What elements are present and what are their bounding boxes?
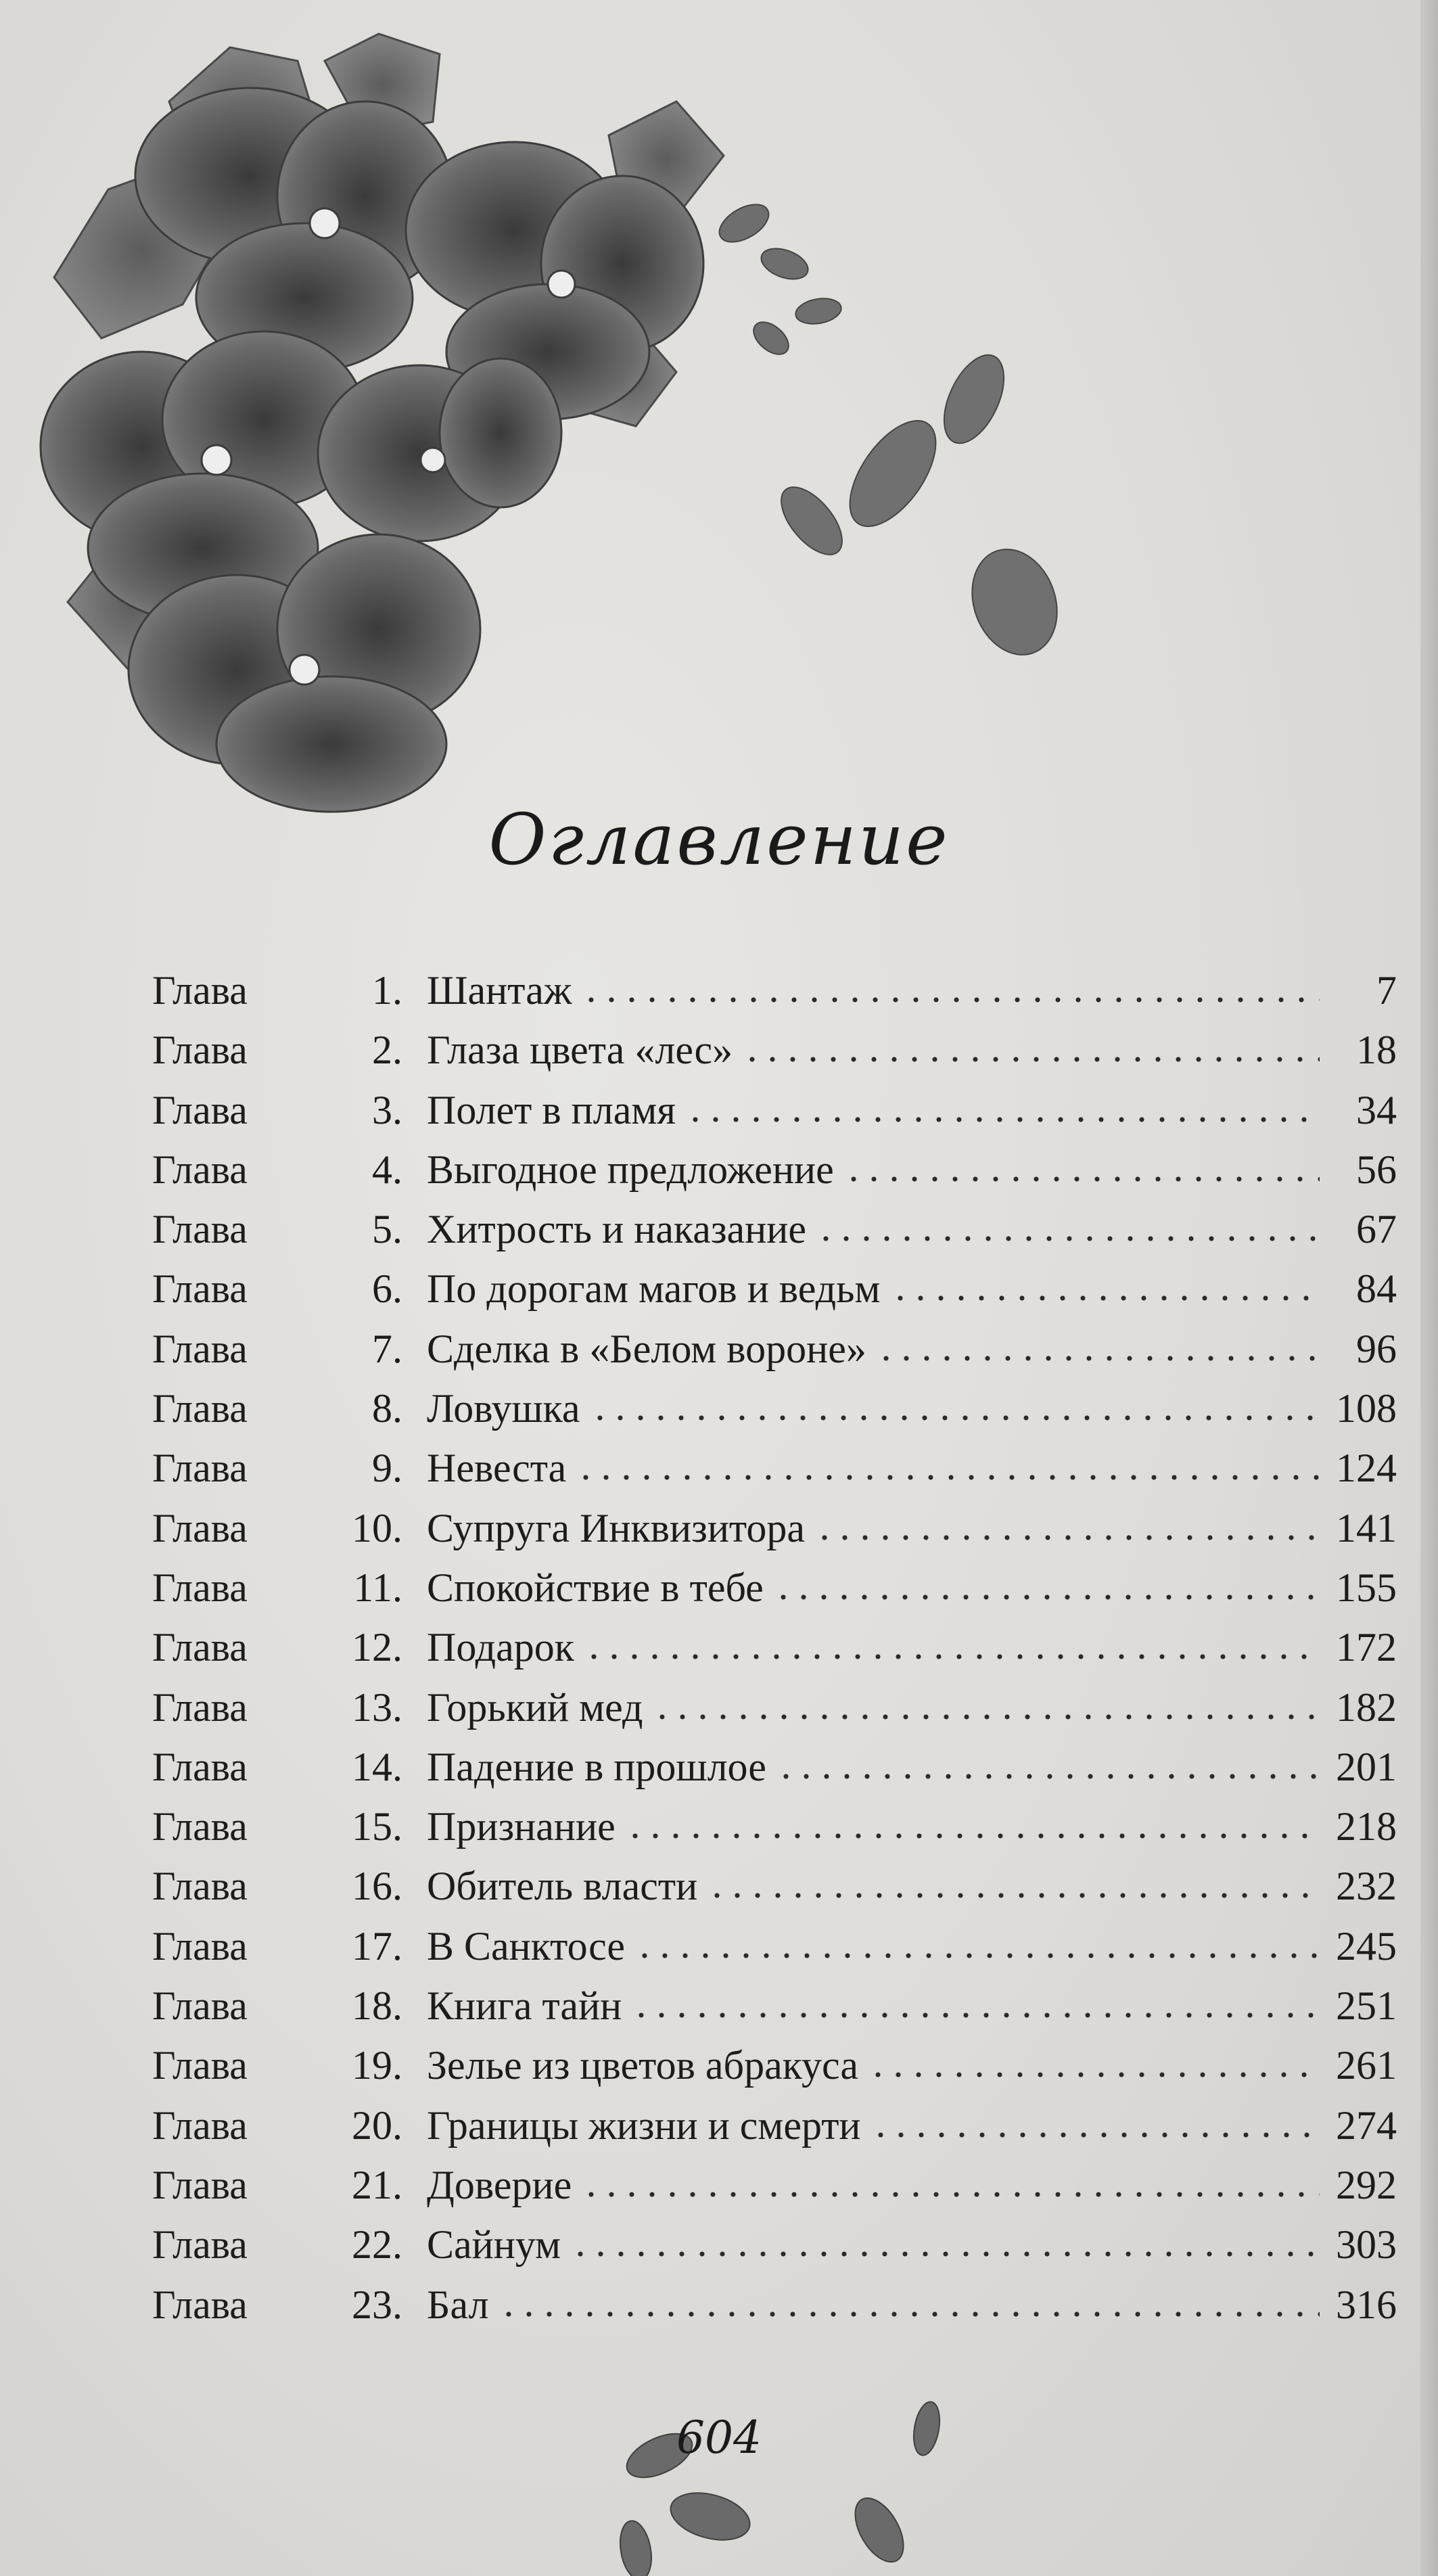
dot-leader [868, 2065, 1320, 2079]
toc-entry [152, 1020, 1397, 1080]
chapter-number: 19. [352, 2043, 402, 2088]
chapter-title: Книга тайн [427, 1983, 622, 2029]
chapter-label: Глава [152, 1684, 248, 1730]
chapter-page-number: 292 [1336, 2162, 1397, 2207]
chapter-number: 21. [352, 2162, 402, 2207]
chapter-page-number: 67 [1356, 1207, 1397, 1252]
toc-entry [152, 1140, 1397, 1199]
dot-leader [776, 1767, 1320, 1780]
chapter-label: Глава [152, 1804, 248, 1849]
chapter-page-number: 84 [1356, 1266, 1397, 1312]
toc-entry [152, 1617, 1397, 1677]
dot-leader [816, 1229, 1320, 1243]
chapter-page-number: 261 [1336, 2043, 1397, 2088]
toc-entry [152, 2036, 1397, 2095]
chapter-page-number: 201 [1336, 1744, 1397, 1789]
dot-leader [498, 2305, 1320, 2318]
dot-leader [890, 1289, 1320, 1302]
chapter-title: Шантаж [427, 968, 572, 1013]
chapter-label: Глава [152, 968, 248, 1013]
chapter-page-number: 108 [1336, 1386, 1397, 1431]
chapter-label: Глава [152, 2043, 248, 2088]
chapter-number: 22. [352, 2222, 402, 2268]
falling-petals [770, 346, 1071, 666]
dot-leader [843, 1170, 1320, 1183]
chapter-title: Падение в прошлое [427, 1744, 766, 1789]
chapter-number: 14. [352, 1744, 402, 1789]
chapter-page-number: 34 [1356, 1087, 1397, 1132]
chapter-title: Обитель власти [427, 1864, 698, 1909]
chapter-label: Глава [152, 1028, 248, 1073]
toc-entry [152, 2275, 1397, 2334]
chapter-page-number: 274 [1336, 2102, 1397, 2148]
chapter-title: Ловушка [427, 1386, 580, 1431]
chapter-number: 3. [372, 1087, 402, 1132]
dot-leader [773, 1588, 1320, 1601]
chapter-title: Подарок [427, 1625, 574, 1670]
toc-entry [152, 1080, 1397, 1140]
chapter-title: По дорогам магов и ведьм [427, 1266, 881, 1312]
chapter-page-number: 18 [1356, 1028, 1397, 1073]
chapter-number: 18. [352, 1983, 402, 2029]
dot-leader [576, 1468, 1320, 1481]
chapter-label: Глава [152, 1326, 248, 1371]
chapter-number: 17. [352, 1923, 402, 1969]
chapter-page-number: 245 [1336, 1923, 1397, 1969]
pansy-flower [318, 359, 561, 541]
chapter-number: 7. [372, 1326, 402, 1371]
chapter-label: Глава [152, 1625, 248, 1670]
pansy-flowers-illustration [27, 20, 1096, 832]
dot-leader [584, 1647, 1320, 1661]
chapter-number: 8. [372, 1386, 402, 1431]
chapter-number: 13. [352, 1684, 402, 1730]
chapter-title: Сделка в «Белом вороне» [427, 1326, 866, 1371]
chapter-page-number: 172 [1336, 1625, 1397, 1670]
toc-entry [152, 1199, 1397, 1259]
toc-heading: Оглавление [488, 798, 950, 881]
chapter-page-number: 56 [1356, 1147, 1397, 1192]
chapter-label: Глава [152, 2222, 248, 2268]
chapter-title: Горький мед [427, 1684, 643, 1730]
chapter-label: Глава [152, 1087, 248, 1132]
chapter-label: Глава [152, 1446, 248, 1491]
chapter-page-number: 182 [1336, 1684, 1397, 1730]
toc-entry [152, 961, 1397, 1020]
chapter-page-number: 124 [1336, 1446, 1397, 1491]
dot-leader [707, 1886, 1320, 1900]
chapter-number: 2. [372, 1028, 402, 1073]
dot-leader [634, 1946, 1320, 1960]
toc-entry [152, 1737, 1397, 1797]
chapter-label: Глава [152, 1864, 248, 1909]
chapter-title: Хитрость и наказание [427, 1207, 807, 1252]
chapter-page-number: 316 [1336, 2282, 1397, 2327]
chapter-page-number: 7 [1376, 968, 1397, 1013]
toc-entry [152, 2215, 1397, 2274]
toc-entry [152, 1797, 1397, 1856]
chapter-number: 16. [352, 1864, 402, 1909]
toc-entry [152, 2155, 1397, 2215]
dot-leader [625, 1826, 1320, 1840]
chapter-page-number: 141 [1336, 1505, 1397, 1550]
chapter-number: 15. [352, 1804, 402, 1849]
toc-entry [152, 1678, 1397, 1737]
table-of-contents [152, 961, 1397, 2334]
falling-petals-illustration [595, 2381, 974, 2576]
chapter-label: Глава [152, 1505, 248, 1550]
chapter-title: Глаза цвета «лес» [427, 1028, 733, 1073]
toc-entry [152, 1259, 1397, 1318]
chapter-label: Глава [152, 1923, 248, 1969]
chapter-page-number: 303 [1336, 2222, 1397, 2268]
dot-leader [871, 2125, 1320, 2139]
chapter-label: Глава [152, 1386, 248, 1431]
toc-entry [152, 1558, 1397, 1617]
chapter-title: Бал [427, 2282, 489, 2327]
dot-leader [814, 1528, 1320, 1542]
chapter-page-number: 251 [1336, 1983, 1397, 2029]
chapter-number: 4. [372, 1147, 402, 1192]
chapter-title: Зелье из цветов абракуса [427, 2043, 858, 2088]
dot-leader [581, 990, 1320, 1004]
dot-leader [652, 1707, 1320, 1721]
chapter-number: 20. [352, 2102, 402, 2148]
chapter-number: 10. [352, 1505, 402, 1550]
chapter-label: Глава [152, 1207, 248, 1252]
dot-leader [581, 2185, 1320, 2199]
chapter-title: Сайнум [427, 2222, 561, 2268]
toc-entry [152, 1319, 1397, 1379]
toc-entry [152, 1498, 1397, 1558]
chapter-number: 6. [372, 1266, 402, 1312]
toc-entry [152, 1856, 1397, 1916]
toc-entry [152, 1916, 1397, 1976]
toc-entry [152, 1438, 1397, 1498]
petal-shape [616, 2518, 656, 2576]
page-number: 604 [676, 2412, 762, 2464]
chapter-label: Глава [152, 1266, 248, 1312]
dot-leader [742, 1050, 1320, 1063]
toc-entry [152, 1379, 1397, 1438]
chapter-page-number: 155 [1336, 1565, 1397, 1610]
chapter-label: Глава [152, 1565, 248, 1610]
dot-leader [570, 2245, 1320, 2258]
chapter-label: Глава [152, 1744, 248, 1789]
chapter-title: Признание [427, 1804, 616, 1849]
chapter-title: Границы жизни и смерти [427, 2102, 861, 2148]
chapter-title: Спокойствие в тебе [427, 1565, 764, 1610]
petal-shape [666, 2485, 755, 2548]
dot-leader [876, 1349, 1320, 1362]
dot-leader [631, 2006, 1320, 2019]
chapter-title: Супруга Инквизитора [427, 1505, 805, 1550]
chapter-page-number: 232 [1336, 1864, 1397, 1909]
chapter-title: Полет в пламя [427, 1087, 676, 1132]
flower-group [41, 88, 703, 812]
page-edge [1420, 0, 1438, 2576]
chapter-title: В Санктосе [427, 1923, 626, 1969]
chapter-page-number: 218 [1336, 1804, 1397, 1849]
chapter-number: 1. [372, 968, 402, 1013]
bud-group [713, 197, 843, 361]
chapter-title: Доверие [427, 2162, 572, 2207]
chapter-label: Глава [152, 1147, 248, 1192]
chapter-label: Глава [152, 2102, 248, 2148]
chapter-title: Невеста [427, 1446, 567, 1491]
toc-entry [152, 2096, 1397, 2155]
chapter-label: Глава [152, 2162, 248, 2207]
chapter-number: 9. [372, 1446, 402, 1491]
petal-shape [845, 2490, 913, 2570]
chapter-number: 12. [352, 1625, 402, 1670]
chapter-title: Выгодное предложение [427, 1147, 834, 1192]
chapter-number: 23. [352, 2282, 402, 2327]
chapter-number: 5. [372, 1207, 402, 1252]
chapter-page-number: 96 [1356, 1326, 1397, 1371]
chapter-number: 11. [353, 1565, 402, 1610]
dot-leader [685, 1110, 1320, 1124]
dot-leader [590, 1408, 1320, 1422]
chapter-label: Глава [152, 2282, 248, 2327]
toc-entry [152, 1976, 1397, 2036]
chapter-label: Глава [152, 1983, 248, 2029]
